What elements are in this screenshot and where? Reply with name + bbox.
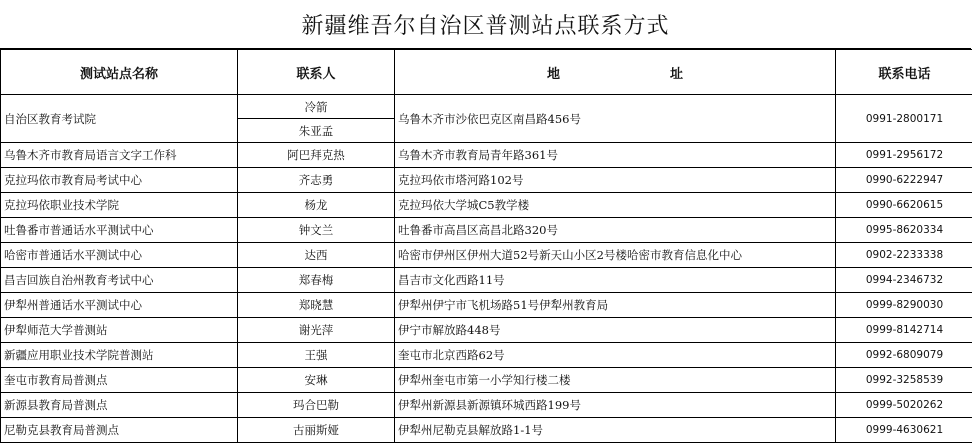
cell-contact[interactable]: 杨龙	[238, 193, 395, 218]
cell-phone[interactable]: 0990-6620615	[836, 193, 972, 218]
cell-address[interactable]: 伊宁市解放路448号	[395, 318, 836, 343]
header-contact[interactable]: 联系人	[238, 50, 395, 95]
cell-address[interactable]: 奎屯市北京西路62号	[395, 343, 836, 368]
cell-contact[interactable]: 阿巴拜克热	[238, 143, 395, 168]
table-row	[1, 95, 972, 119]
cell-address[interactable]: 乌鲁木齐市沙依巴克区南昌路456号	[395, 95, 836, 143]
cell-name[interactable]: 伊犁师范大学普测站	[1, 318, 238, 343]
table-row	[1, 268, 972, 293]
cell-phone[interactable]: 0992-6809079	[836, 343, 972, 368]
header-phone[interactable]: 联系电话	[836, 50, 972, 95]
cell-phone[interactable]: 0992-3258539	[836, 368, 972, 393]
cell-contact[interactable]: 达西	[238, 243, 395, 268]
cell-address[interactable]: 伊犁州伊宁市飞机场路51号伊犁州教育局	[395, 293, 836, 318]
header-name[interactable]: 测试站点名称	[1, 50, 238, 95]
cell-address[interactable]: 伊犁州新源县新源镇环城西路199号	[395, 393, 836, 418]
cell-address[interactable]: 伊犁州奎屯市第一小学知行楼二楼	[395, 368, 836, 393]
table-row	[1, 343, 972, 368]
table-row	[1, 393, 972, 418]
header-row	[1, 50, 972, 95]
cell-name[interactable]: 伊犁州普通话水平测试中心	[1, 293, 238, 318]
cell-name[interactable]: 吐鲁番市普通话水平测试中心	[1, 218, 238, 243]
cell-contact[interactable]: 郑晓慧	[238, 293, 395, 318]
cell-contact[interactable]: 古丽斯娅	[238, 418, 395, 443]
table-row	[1, 143, 972, 168]
cell-phone[interactable]: 0999-8142714	[836, 318, 972, 343]
cell-contact[interactable]: 王强	[238, 343, 395, 368]
header-address-b: 址	[670, 66, 684, 82]
cell-name[interactable]: 新源县教育局普测点	[1, 393, 238, 418]
table-row	[1, 218, 972, 243]
cell-address[interactable]: 克拉玛依市塔河路102号	[395, 168, 836, 193]
cell-contact[interactable]: 冷箭	[238, 95, 395, 119]
cell-contact[interactable]: 朱亚孟	[238, 119, 395, 143]
table-row	[1, 293, 972, 318]
table-row	[1, 168, 972, 193]
cell-name[interactable]: 昌吉回族自治州教育考试中心	[1, 268, 238, 293]
cell-address[interactable]: 乌鲁木齐市教育局青年路361号	[395, 143, 836, 168]
cell-phone[interactable]: 0995-8620334	[836, 218, 972, 243]
cell-phone[interactable]: 0994-2346732	[836, 268, 972, 293]
table-row	[1, 418, 972, 443]
cell-name[interactable]: 克拉玛依职业技术学院	[1, 193, 238, 218]
header-address-a: 地	[546, 66, 560, 82]
cell-contact[interactable]: 钟文兰	[238, 218, 395, 243]
cell-name[interactable]: 尼勒克县教育局普测点	[1, 418, 238, 443]
contact-table	[0, 49, 972, 443]
table-row	[1, 318, 972, 343]
cell-address[interactable]: 克拉玛依大学城C5教学楼	[395, 193, 836, 218]
header-address[interactable]	[395, 50, 836, 95]
cell-name[interactable]: 乌鲁木齐市教育局语言文字工作科	[1, 143, 238, 168]
cell-name[interactable]: 哈密市普通话水平测试中心	[1, 243, 238, 268]
cell-contact[interactable]: 齐志勇	[238, 168, 395, 193]
cell-name[interactable]: 自治区教育考试院	[1, 95, 238, 143]
table-row	[1, 193, 972, 218]
table-row	[1, 368, 972, 393]
cell-address[interactable]: 吐鲁番市高昌区高昌北路320号	[395, 218, 836, 243]
sheet-title: 新疆维吾尔自治区普测站点联系方式	[0, 0, 971, 49]
cell-address[interactable]: 昌吉市文化西路11号	[395, 268, 836, 293]
cell-phone[interactable]: 0999-8290030	[836, 293, 972, 318]
cell-phone[interactable]: 0999-5020262	[836, 393, 972, 418]
cell-contact[interactable]: 郑春梅	[238, 268, 395, 293]
cell-phone[interactable]: 0991-2800171	[836, 95, 972, 143]
table-row	[1, 243, 972, 268]
cell-contact[interactable]: 安琳	[238, 368, 395, 393]
cell-name[interactable]: 克拉玛依市教育局考试中心	[1, 168, 238, 193]
cell-contact[interactable]: 玛合巴勒	[238, 393, 395, 418]
cell-phone[interactable]: 0990-6222947	[836, 168, 972, 193]
cell-name[interactable]: 奎屯市教育局普测点	[1, 368, 238, 393]
cell-phone[interactable]: 0999-4630621	[836, 418, 972, 443]
cell-phone[interactable]: 0902-2233338	[836, 243, 972, 268]
cell-contact[interactable]: 谢光萍	[238, 318, 395, 343]
cell-name[interactable]: 新疆应用职业技术学院普测站	[1, 343, 238, 368]
cell-address[interactable]: 伊犁州尼勒克县解放路1-1号	[395, 418, 836, 443]
cell-phone[interactable]: 0991-2956172	[836, 143, 972, 168]
cell-address[interactable]: 哈密市伊州区伊州大道52号新天山小区2号楼哈密市教育信息化中心	[395, 243, 836, 268]
